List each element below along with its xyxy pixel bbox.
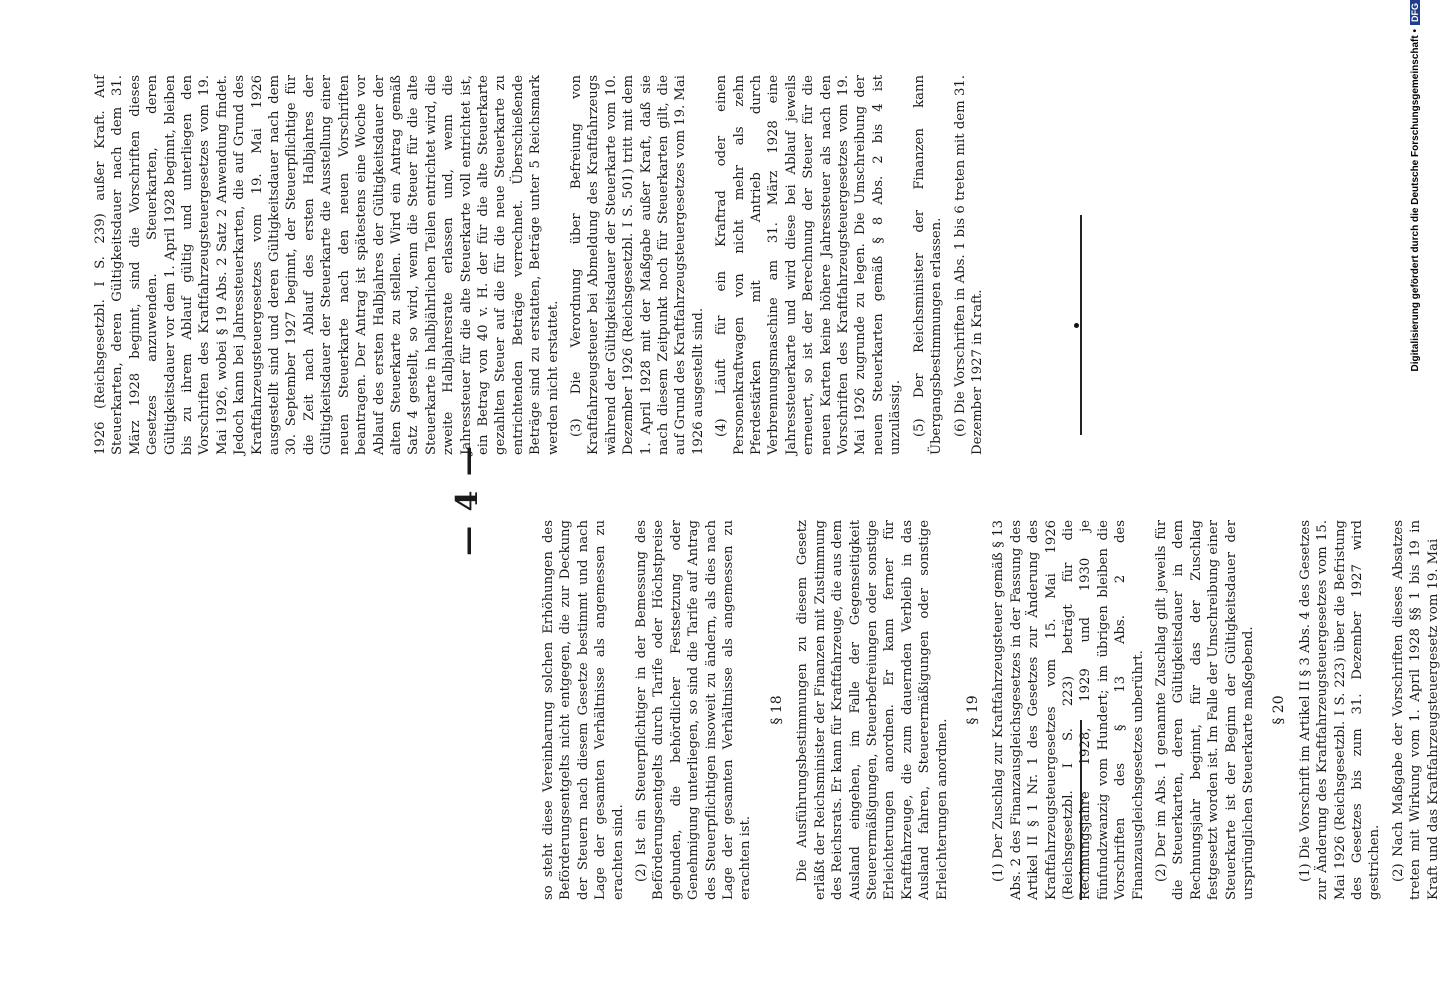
paragraph-5: (5) Der Reichsminister der Finanzen kann Übergangsbestimmungen erlassen.: [911, 75, 945, 455]
page-number: — 4 —: [450, 444, 485, 556]
dfg-logo: DFG: [1410, 0, 1420, 25]
right-text-column: [92, 75, 992, 455]
section-20-paragraph-1: (1) Die Vorschrift im Artikel II § 3 Abs. 4 des Gesetzes zur Änderung des Kraftfahrzeugsteuergesetzes vom 15. Mai 1926 (Reichsgesetzbl. I S. 223) über die Befristung des Gesetzes bis zum 31. Dezember 1927 wird gestrichen.: [1297, 520, 1383, 900]
section-20-heading: § 20: [1271, 695, 1288, 725]
end-rule-right: [1080, 215, 1082, 435]
credit-text: Digitalisierung gefördert durch die Deutsche Forschungsgemeinschaft •: [1410, 29, 1421, 372]
section-19-paragraph-1: (1) Der Zuschlag zur Kraftfahrzeugsteuer gemäß § 13 Abs. 2 des Finanzausgleichsgesetzes in der Fassung des Artikel II § 1 Nr. 1 des Gesetzes zur Änderung des Kraftfahrzeugsteuergesetzes vom 15. Mai 1926 (Reichsgesetzbl. I S. 223) beträgt für die Rechnungsjahre 1928, 1929 und 1930 je fünfundzwanzig vom Hundert; im übrigen bleiben die Vorschriften des § 13 Abs. 2 des Finanzausgleichsgesetzes unberührt.: [991, 520, 1146, 900]
paragraph: (2) Ist ein Steuerpflichtiger in der Bemessung des Beförderungsentgelts durch Tarife oder Höchstpreise gebunden, die behördlicher Festsetzung oder Genehmigung unterliegen, so sind die Tarife auf Antrag des Steuerpflichtigen insoweit zu ändern, als dies nach Lage der gesamten Verhältnisse als angemessen zu erachten ist.: [634, 520, 754, 900]
section-18-heading: § 18: [768, 695, 785, 725]
digitization-credit: [1410, 0, 1430, 580]
section-19-heading: § 19: [964, 695, 981, 725]
paragraph-4: (4) Läuft für ein Kraftrad oder einen Personenkraftwagen von nicht mehr als zehn Pferdestärken mit Antrieb durch Verbrennungsmaschine am 31. März 1928 eine Jahressteuerkarte und wird diese bei Ablauf jeweils erneuert, so ist der Berechnung der Steuer für die neuen Karten keine höhere Jahressteuer als nach den Vorschriften des Kraftfahrzeugsteuergesetzes vom 19. Mai 1926 zugrunde zu legen. Die Umschreibung der neuen Steuerkarten gemäß § 8 Abs. 2 bis 4 ist unzulässig.: [714, 75, 904, 455]
left-text-column: [540, 520, 1448, 900]
rule-dot: [1074, 323, 1079, 328]
end-rule: [1080, 720, 1082, 900]
section-18-text: Die Ausführungsbestimmungen zu diesem Gesetz erläßt der Reichsminister der Finanzen mit Zustimmung des Reichsrats. Er kann für Kraftfahrzeuge, die aus dem Ausland eingehen, im Falle der Gegenseitigkeit Steuerermäßigungen, Steuerbefreiungen oder sonstige Erleichterungen anordnen. Er kann ferner für Kraftfahrzeuge, die zum dauernden Verbleib in das Ausland fahren, Steuerermäßigungen oder sonstige Erleichterungen anordnen.: [795, 520, 950, 900]
section-19-paragraph-2: (2) Der im Abs. 1 genannte Zuschlag gilt jeweils für die Steuerkarten, deren Gültigkeitsdauer in dem Rechnungsjahr beginnt, für das der Zuschlag festgesetzt worden ist. Im Falle der Umschreibung einer Steuerkarte ist der Beginn der Gültigkeitsdauer der ursprünglichen Steuerkarte maßgebend.: [1154, 520, 1257, 900]
section-20-paragraph-2: (2) Nach Maßgabe der Vorschriften dieses Absatzes treten mit Wirkung vom 1. April 1928 §§ 1 bis 19 in Kraft und das Kraftfahrzeugsteuergesetz vom 19. Mai: [1390, 520, 1441, 900]
paragraph-3: (3) Die Verordnung über Befreiung von Kraftfahrzeugsteuer bei Abmeldung des Kraftfahrzeugs während der Gültigkeitsdauer der Steuerkarte vom 10. Dezember 1926 (Reichsgesetzbl. I S. 501) tritt mit dem 1. April 1928 mit der Maßgabe außer Kraft, daß sie nach diesem Zeitpunkt noch für Steuerkarten gilt, die auf Grund des Kraftfahrzeugsteuergesetzes vom 19. Mai 1926 ausgestellt sind.: [568, 75, 706, 455]
paragraph: so steht diese Vereinbarung solchen Erhöhungen des Beförderungsentgelts nicht entgegen, die zur Deckung der Steuern nach diesem Gesetze bestimmt und nach Lage der gesamten Verhältnisse als angemessen zu erachten sind.: [541, 520, 626, 900]
paragraph: 1926 (Reichsgesetzbl. I S. 239) außer Kraft. Auf Steuerkarten, deren Gültigkeitsdauer nach dem 31. März 1928 beginnt, sind die Vorschriften dieses Gesetzes anzuwenden. Steuerkarten, deren Gültigkeitsdauer vor dem 1. April 1928 beginnt, bleiben bis zu ihrem Ablauf gültig und unterliegen den Vorschriften des Kraftfahrzeugsteuergesetzes vom 19. Mai 1926, wobei § 19 Abs. 2 Satz 2 Anwendung findet. Jedoch kann bei Jahressteuerkarten, die auf Grund des Kraftfahrzeugsteuergesetzes vom 19. Mai 1926 ausgestellt sind und deren Gültigkeitsdauer nach dem 30. September 1927 beginnt, der Steuerpflichtige für die Zeit nach Ablauf des ersten Halbjahres der Gültigkeitsdauer der Steuerkarte die Ausstellung einer neuen Steuerkarte nach den neuen Vorschriften beantragen. Der Antrag ist spätestens eine Woche vor Ablauf des ersten Halbjahres der Gültigkeitsdauer der alten Steuerkarte zu stellen. Wird ein Antrag gemäß Satz 4 gestellt, so wird, wenn die Steuer für die alte Steuerkarte in halbjährlichen Teilen entrichtet wird, die zweite Halbjahresrate erlassen und, wenn die Jahressteuer für die alte Steuerkarte voll entrichtet ist, ein Betrag von 40 v. H. der für die alte Steuerkarte gezahlten Steuer auf die für die neue Steuerkarte zu entrichtenden Beträge verrechnet. Überschießende Beträge sind zu erstatten, Beträge unter 5 Reichsmark werden nicht erstattet.: [93, 75, 561, 455]
paragraph-6: (6) Die Vorschriften in Abs. 1 bis 6 treten mit dem 31. Dezember 1927 in Kraft.: [952, 75, 985, 455]
